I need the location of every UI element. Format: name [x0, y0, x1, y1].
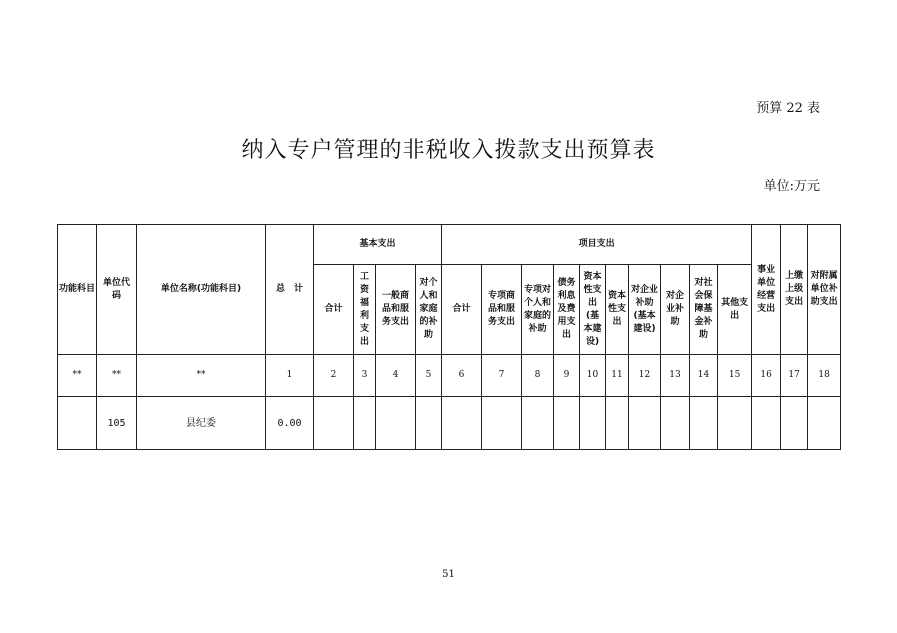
header-individual-subsidy: 对个人和家庭的补助	[416, 265, 442, 355]
index-row	[58, 355, 841, 397]
index-cell: 9	[554, 355, 580, 397]
cell-empty	[416, 397, 442, 450]
index-cell: 11	[606, 355, 629, 397]
header-basic-sum: 合计	[314, 265, 354, 355]
header-social-security: 对社会保障基金补助	[690, 265, 718, 355]
header-debt-interest: 债务利息及费用支出	[554, 265, 580, 355]
header-capital-construction: 资本性支出(基本建设)	[580, 265, 606, 355]
index-cell: 8	[522, 355, 554, 397]
index-cell: 16	[752, 355, 781, 397]
cell-empty	[376, 397, 416, 450]
header-affiliated: 对附属单位补助支出	[808, 225, 841, 355]
unit-label: 单位:万元	[763, 179, 820, 194]
header-basic-group: 基本支出	[314, 225, 442, 265]
header-func-subject: 功能科目	[58, 225, 97, 355]
header-special-individual: 专项对个人和家庭的补助	[522, 265, 554, 355]
cell-empty	[354, 397, 376, 450]
cell-empty	[781, 397, 808, 450]
header-total: 总 计	[266, 225, 314, 355]
header-goods-services: 一般商品和服务支出	[376, 265, 416, 355]
index-cell: 10	[580, 355, 606, 397]
cell-unit-name: 县纪委	[137, 397, 266, 450]
index-cell: **	[97, 355, 137, 397]
form-number: 预算 22 表	[756, 101, 820, 116]
page-title: 纳入专户管理的非税收入拨款支出预算表	[241, 138, 656, 163]
index-cell: 14	[690, 355, 718, 397]
header-remit: 上缴上级支出	[781, 225, 808, 355]
index-cell: 7	[482, 355, 522, 397]
index-cell: 15	[718, 355, 752, 397]
cell-empty	[554, 397, 580, 450]
cell-empty	[442, 397, 482, 450]
cell-empty	[661, 397, 690, 450]
table-row	[58, 397, 841, 450]
index-cell: 12	[629, 355, 661, 397]
header-business: 事业单位经营支出	[752, 225, 781, 355]
cell-empty	[629, 397, 661, 450]
index-cell: 6	[442, 355, 482, 397]
header-special-goods: 专项商品和服务支出	[482, 265, 522, 355]
header-project-group: 项目支出	[442, 225, 752, 265]
index-cell: 18	[808, 355, 841, 397]
index-cell: 5	[416, 355, 442, 397]
index-cell: 17	[781, 355, 808, 397]
index-cell: 2	[314, 355, 354, 397]
header-enterprise-construction: 对企业补助(基本建设)	[629, 265, 661, 355]
page-number: 51	[442, 569, 455, 580]
header-wages: 工资福利支出	[354, 265, 376, 355]
cell-empty	[808, 397, 841, 450]
index-cell: **	[137, 355, 266, 397]
cell-empty	[482, 397, 522, 450]
cell-empty	[314, 397, 354, 450]
budget-table	[57, 224, 841, 450]
header-other: 其他支出	[718, 265, 752, 355]
index-cell: 4	[376, 355, 416, 397]
index-cell: **	[58, 355, 97, 397]
cell-empty	[522, 397, 554, 450]
header-unit-code: 单位代码	[97, 225, 137, 355]
header-project-sum: 合计	[442, 265, 482, 355]
index-cell: 3	[354, 355, 376, 397]
index-cell: 13	[661, 355, 690, 397]
cell-empty	[606, 397, 629, 450]
cell-func-subject	[58, 397, 97, 450]
header-unit-name: 单位名称(功能科目)	[137, 225, 266, 355]
cell-empty	[752, 397, 781, 450]
header-enterprise-subsidy: 对企业补助	[661, 265, 690, 355]
cell-empty	[718, 397, 752, 450]
cell-empty	[580, 397, 606, 450]
cell-total: 0.00	[266, 397, 314, 450]
header-row-groups	[58, 225, 841, 265]
header-capital: 资本性支出	[606, 265, 629, 355]
cell-empty	[690, 397, 718, 450]
index-cell: 1	[266, 355, 314, 397]
cell-unit-code: 105	[97, 397, 137, 450]
